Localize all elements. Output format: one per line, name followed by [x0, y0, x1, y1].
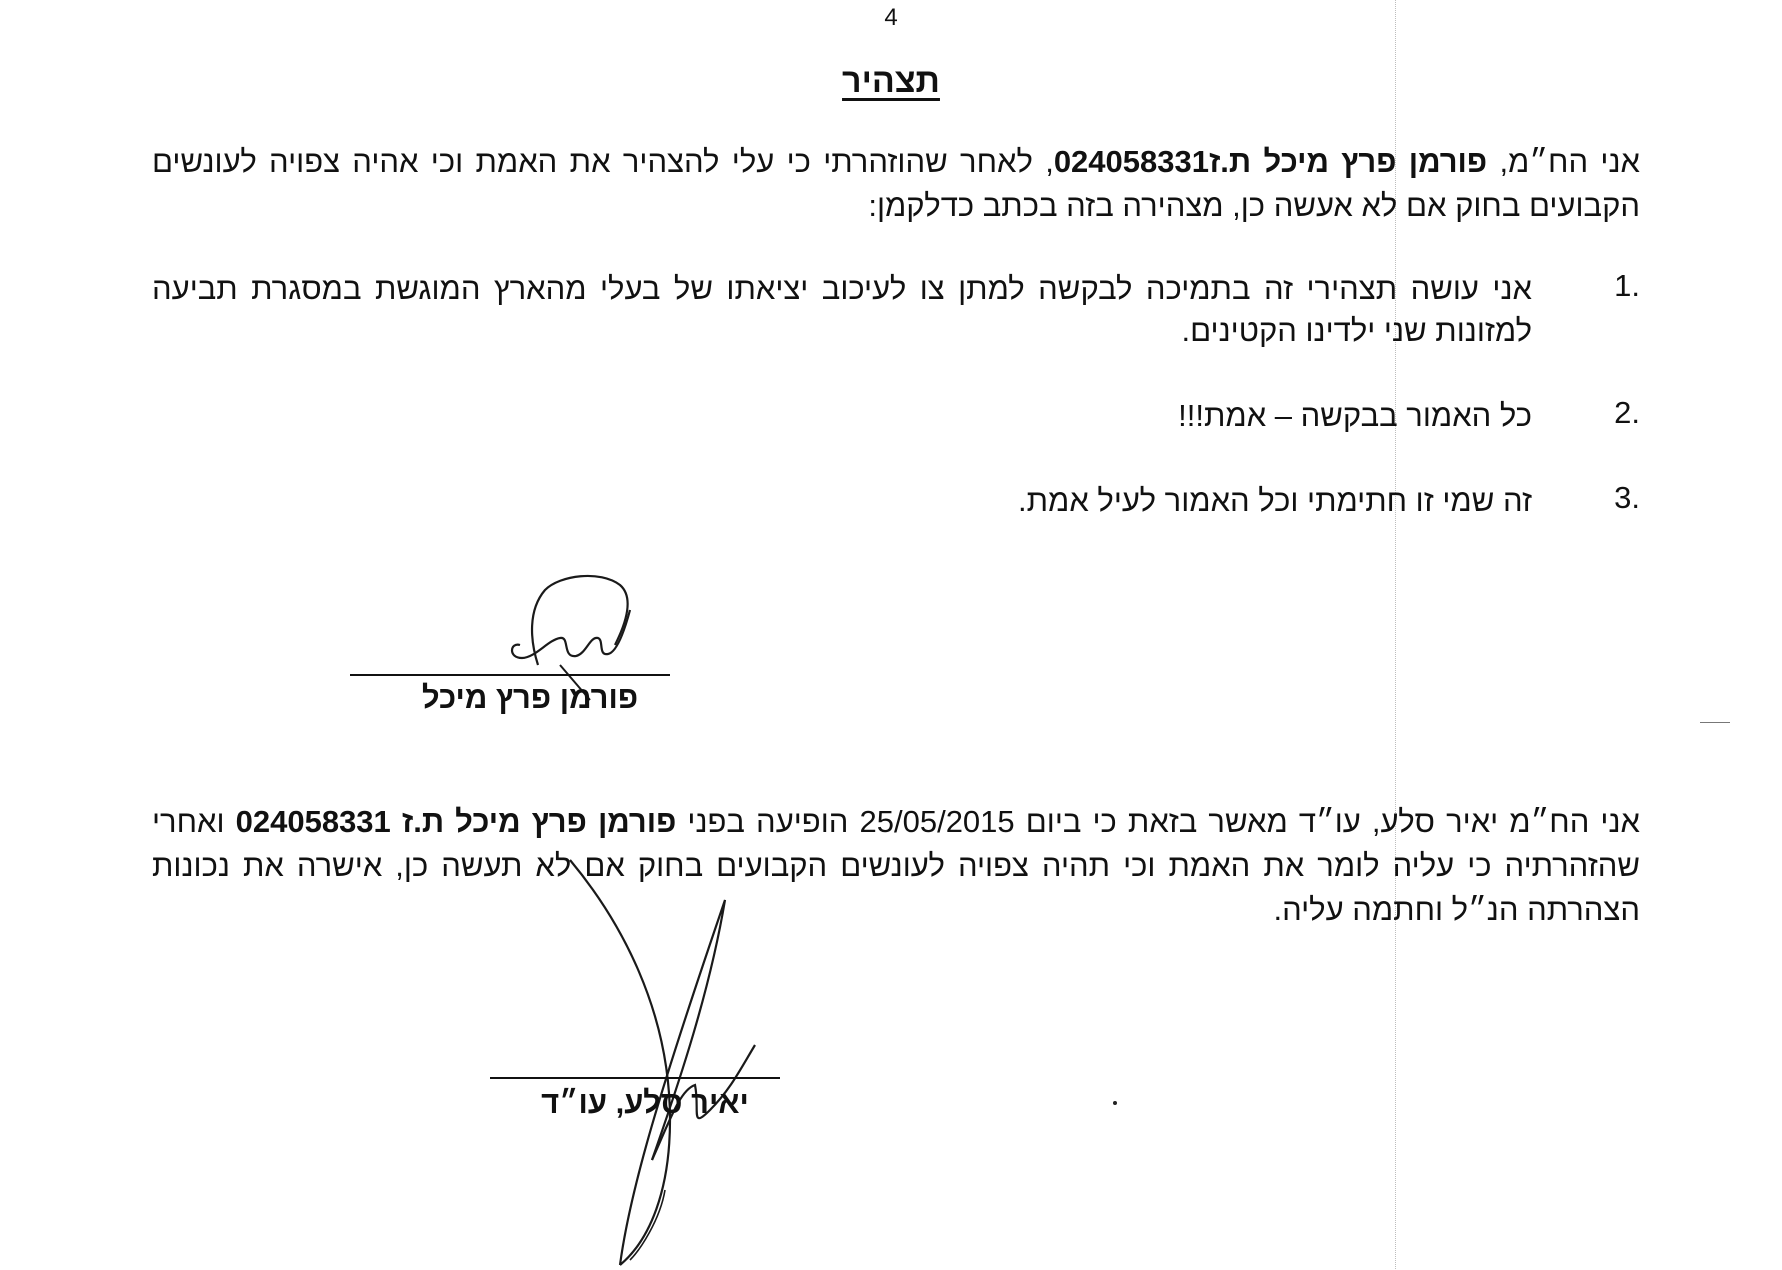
- item-text: אני עושה תצהירי זה בתמיכה לבקשה למתן צו לעיכוב יציאתו של בעלי מהארץ המוגשת במסגרת תביעה למזונות שני ילדינו הקטינים.: [152, 271, 1532, 348]
- declarant-name: פורמן פרץ מיכל: [421, 680, 639, 715]
- lawyer-signature-line: [490, 1077, 780, 1079]
- attestation-part1: אני הח״מ יאיר סלע, עו״ד מאשר בזאת כי ביום 25/05/2015 הופיעה בפני: [676, 804, 1641, 839]
- attestation-declarant: פורמן פרץ מיכל ת.ז 024058331: [235, 804, 677, 839]
- attestation-paragraph: [152, 800, 1640, 932]
- intro-suffix: , לאחר שהוזהרתי כי עלי להצהיר את האמת וכי אהיה צפויה לעונשים הקבועים בחוק אם לא אעשה כן, מצהירה בזה בכתב כדלקמן:: [152, 144, 1640, 223]
- lawyer-signature-mark: [560, 860, 790, 1270]
- declarant-signature-line: [350, 674, 670, 676]
- scan-mark: [1700, 722, 1730, 723]
- item-number: 3.: [1614, 480, 1640, 515]
- declarant-name-id: פורמן פרץ מיכל ת.ז024058331: [1053, 144, 1488, 179]
- scan-speck: [1113, 1101, 1117, 1105]
- item-number: 2.: [1614, 395, 1640, 430]
- attestation-part2: ואחרי שהזהרתיה כי עליה לומר את האמת וכי תהיה צפויה לעונשים הקבועים בחוק אם לא תעשה כן, אישרה את נכונות הצהרתה הנ״ל וחתמה עליה.: [152, 804, 1640, 927]
- item-number: 1.: [1614, 268, 1640, 303]
- page-number: 4: [884, 4, 898, 31]
- item-text: זה שמי זו חתימתי וכל האמור לעיל אמת.: [1018, 483, 1532, 518]
- item-text: כל האמור בבקשה – אמת!!!: [1178, 398, 1532, 433]
- lawyer-name: יאיר סלע, עו״ד: [541, 1085, 749, 1120]
- intro-paragraph: [152, 140, 1640, 228]
- document-title: תצהיר: [842, 62, 940, 100]
- intro-prefix: אני הח״מ,: [1487, 144, 1640, 179]
